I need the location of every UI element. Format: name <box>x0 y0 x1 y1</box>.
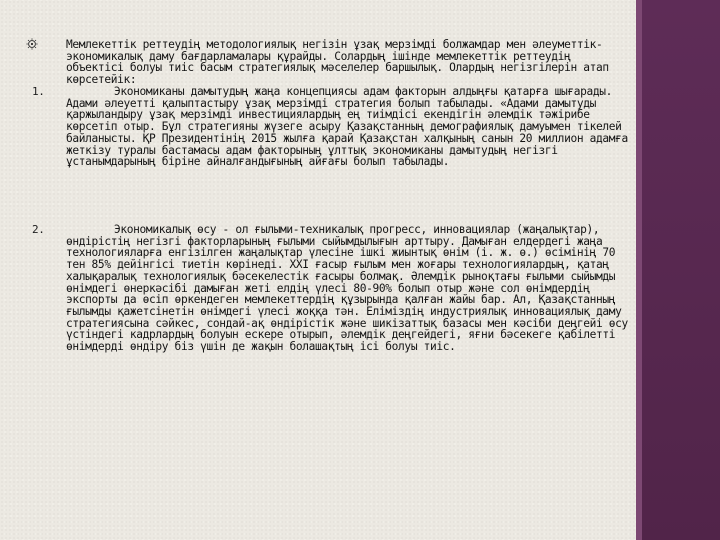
list-item-text: Экономиканы дамытудың жаңа концепциясы адам факторын алдыңғы қатарға шығарады. Адами әлеуетті қалыптастыру ұзақ мерзімді стратегия болып табылады. «Адами дамытуды қаржыландыру ұзақ мерзімді инвестициялардың ең тиімдісі екендігін әлемдік тәжірибе көрсетіп отыр. Бұл стратегияны жүзеге асыру Қазақстанның демографиялық дамуымен тікелей байланысты. ҚР Президентінің 2015 жылға қарай Қазақстан халқының санын 20 миллион адамға жеткізу туралы бастамасы адам факторының ұлттық экономиканы дамытудың негізгі ұстанымдарының біріне айналғандығының айғағы болып табылады. <box>66 85 628 169</box>
intro-paragraph: Мемлекеттік реттеудің методологиялық негізін ұзақ мерзімді болжамдар мен әлеуметтік-экономикалық даму бағдарламалары құрайды. Солардың ішінде мемлекеттік реттеудің объектісі болуы тиіс басым стратегиялық мәселелер баршылық. Олардың негізгілерін атап көрсетейік: <box>66 38 609 87</box>
item-number: 2. <box>32 223 45 236</box>
sun-bullet-icon <box>26 38 38 50</box>
decorative-side-panel <box>642 0 720 540</box>
item-number: 1. <box>32 85 45 98</box>
list-item <box>66 224 640 353</box>
list-item <box>66 86 640 168</box>
list-item-text: Экономикалық өсу - ол ғылыми-техникалық прогресс, инновациялар (жаңалықтар), өндірістің негізгі факторларының ғылыми сыйымдылығын арттыру. Дамыған елдердегі жаңа технологияларға енгізілген жаңалықтар үлесіне ішкі жиынтық өнім (і. ж. ө.) өсімінің 70 тен 85% дейінгісі тиетін көрінеді. XXI ғасыр ғылым мен жоғары технологиялардың, қатаң халықаралық технологиялық бәсекелестік ғасыры болмақ. Әлемдік рыноқтағы ғылыми сыйымды өнімдегі өнеркәсібі дамыған жеті елдің үлесі 80-90% болып отыр және сол өнімдердің экспорты да өсіп өркендеген мемлекеттердің құзырында қалған жайы бар. Ал, Қазақстанның ғылымды қажетсінетін өнімдегі үлесі жоққа тән. Еліміздің индустриялық инновациялық даму стратегиясына сәйкес, сондай-ақ өндірістік және шикізаттық базасы мен кәсіби деңгейі өсу үстіндегі кадрлардың болуын ескере отырып, әлемдік деңгейдегі, яғни бәсекеге қабілетті өнімдерді өндіру біз үшін де жақын болашақтың ісі болуы тиіс. <box>66 223 628 354</box>
